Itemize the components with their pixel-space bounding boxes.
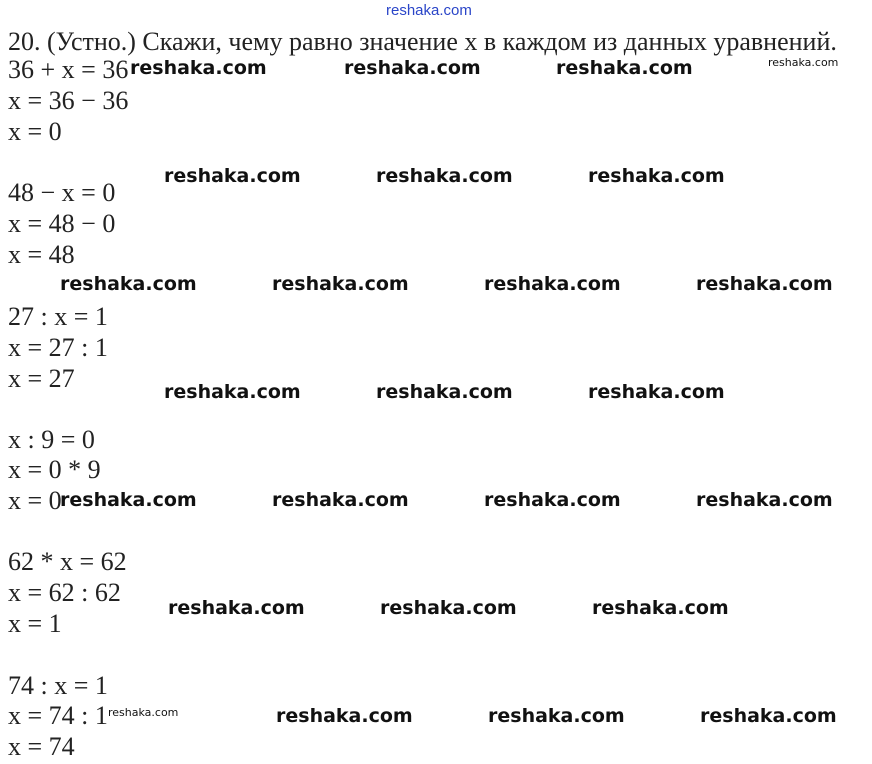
equation-line: 62 * x = 62 (8, 547, 127, 576)
equation-line: x = 27 : 1 (8, 333, 108, 362)
watermark: reshaka.com (556, 57, 693, 79)
watermark: reshaka.com (276, 705, 413, 727)
equation-line: 48 − x = 0 (8, 178, 116, 207)
top-watermark: reshaka.com (386, 2, 472, 19)
watermark: reshaka.com (60, 273, 197, 295)
watermark: reshaka.com (700, 705, 837, 727)
watermark: reshaka.com (696, 273, 833, 295)
watermark: reshaka.com (768, 56, 839, 69)
watermark: reshaka.com (376, 165, 513, 187)
equation-line: 74 : x = 1 (8, 671, 108, 700)
watermark: reshaka.com (588, 381, 725, 403)
watermark: reshaka.com (344, 57, 481, 79)
watermark: reshaka.com (484, 273, 621, 295)
equation-line: 27 : x = 1 (8, 302, 108, 331)
equation-line: x = 0 (8, 117, 62, 146)
watermark: reshaka.com (164, 381, 301, 403)
equation-line: x = 27 (8, 364, 75, 393)
equation-line: x = 48 − 0 (8, 209, 116, 238)
equation-line: x = 74 : 1 (8, 701, 108, 730)
watermark: reshaka.com (272, 489, 409, 511)
watermark: reshaka.com (696, 489, 833, 511)
watermark: reshaka.com (376, 381, 513, 403)
watermark: reshaka.com (484, 489, 621, 511)
watermark: reshaka.com (272, 273, 409, 295)
equation-line: x = 48 (8, 240, 75, 269)
watermark: reshaka.com (168, 597, 305, 619)
watermark: reshaka.com (592, 597, 729, 619)
watermark: reshaka.com (380, 597, 517, 619)
equation-line: x = 36 − 36 (8, 86, 129, 115)
watermark: reshaka.com (488, 705, 625, 727)
watermark: reshaka.com (588, 165, 725, 187)
equation-line: x = 74 (8, 732, 75, 761)
exercise-title: 20. (Устно.) Скажи, чему равно значение x в каждом из данных уравнений. (8, 27, 837, 56)
watermark: reshaka.com (164, 165, 301, 187)
equation-line: x : 9 = 0 (8, 425, 95, 454)
equation-line: 36 + x = 36 (8, 55, 129, 84)
watermark: reshaka.com (108, 706, 179, 719)
watermark: reshaka.com (60, 489, 197, 511)
equation-line: x = 62 : 62 (8, 578, 121, 607)
equation-line: x = 1 (8, 609, 62, 638)
equation-line: x = 0 * 9 (8, 455, 101, 484)
watermark: reshaka.com (130, 57, 267, 79)
equation-line: x = 0 (8, 486, 62, 515)
